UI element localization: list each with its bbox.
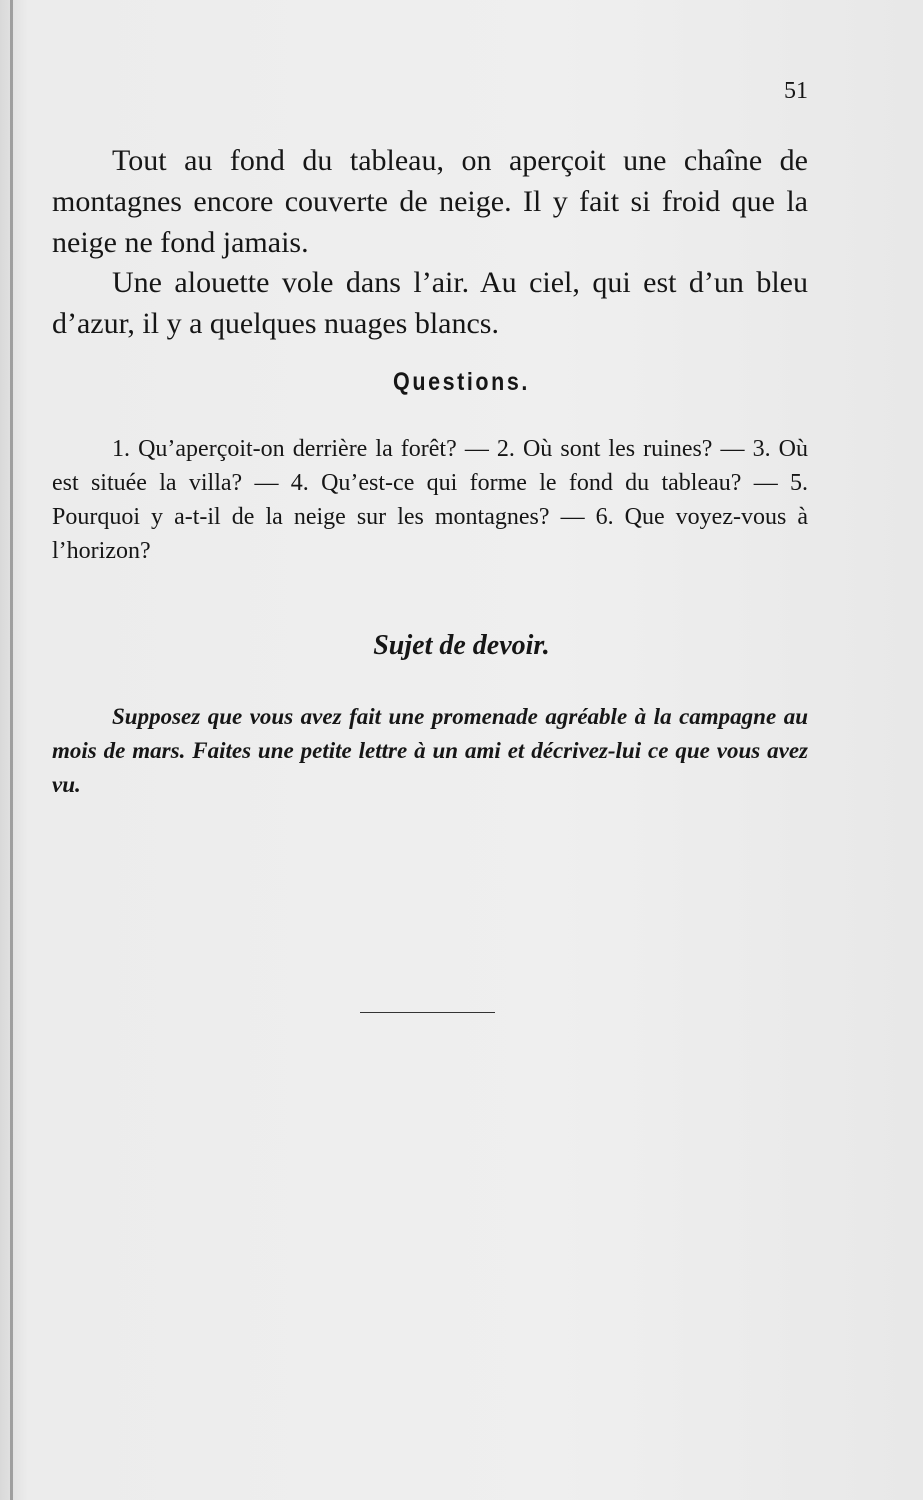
binding-edge xyxy=(10,0,13,1500)
devoir-prompt: Supposez que vous avez fait une promenade agréable à la campagne au mois de mars. Faites une petite lettre à un ami et décrivez-lui ce que vous avez vu. xyxy=(52,704,808,797)
page-number: 51 xyxy=(784,78,808,104)
body-paragraph-1: Tout au fond du tableau, on aperçoit une chaîne de montagnes encore couverte de neige. Il y fait si froid que la neige ne fond jamais. xyxy=(52,144,808,259)
questions-heading: Questions. xyxy=(393,368,530,396)
sujet-de-devoir-heading: Sujet de devoir. xyxy=(373,630,550,661)
section-rule xyxy=(360,1012,495,1013)
body-paragraph-2: Une alouette vole dans l’air. Au ciel, qui est d’un bleu d’azur, il y a quelques nuages blancs. xyxy=(52,266,808,340)
questions-list: 1. Qu’aperçoit-on derrière la forêt? — 2. Où sont les ruines? — 3. Où est située la villa? — 4. Qu’est-ce qui forme le fond du tableau? — 5. Pourquoi y a-t-il de la neige sur les montagnes? — 6. Que voyez-vous à l’horizon? xyxy=(52,436,808,564)
